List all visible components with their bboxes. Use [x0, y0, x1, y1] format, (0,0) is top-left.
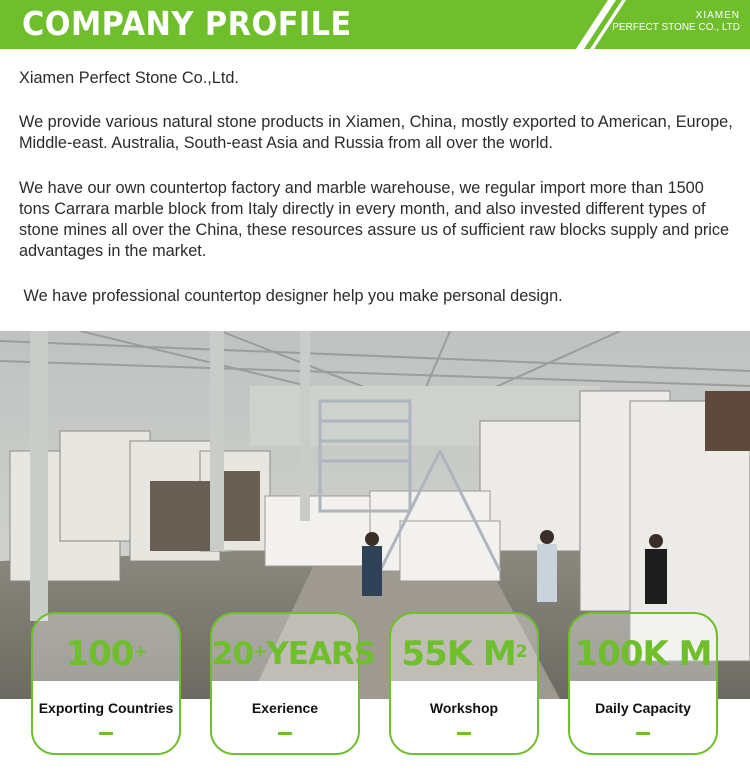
card-bottom — [212, 681, 358, 753]
stat-value: 55K $M^2$ — [401, 634, 527, 674]
stat-label: Exporting Countries — [38, 700, 174, 716]
stat-label: Exerience — [251, 700, 319, 716]
intro-company-name: Xiamen Perfect Stone Co.,Ltd. — [19, 69, 239, 87]
stat-card-workshop — [389, 612, 539, 755]
stat-card-daily-capacity — [568, 612, 718, 755]
stat-label: Workshop — [429, 700, 499, 716]
card-bottom — [391, 681, 537, 753]
intro-paragraph-export: We provide various natural stone products in Xiamen, China, mostly exported to American, Europe, Middle-east. Australia, South-east Asia and Russia from all over the world. — [19, 113, 733, 152]
intro-paragraph-design: We have professional countertop designer help you make personal design. — [19, 287, 563, 305]
intro-paragraph-factory: We have our own countertop factory and marble warehouse, we regular import more than 1500 tons Carrara marble block from Italy directly in every month, and also invested different types of stone mines all over the China, these resources assure us of sufficient raw blocks supply and price advantages in the market. — [19, 179, 730, 260]
dash-decoration — [636, 732, 650, 735]
dash-decoration — [457, 732, 471, 735]
stat-value: 20+YEARS — [212, 636, 376, 672]
card-bottom — [33, 681, 179, 753]
company-name-block — [612, 10, 740, 34]
card-bottom — [570, 681, 716, 753]
dash-decoration — [99, 732, 113, 735]
stat-card-experience — [210, 612, 376, 755]
page-title: COMPANY PROFILE — [22, 4, 352, 43]
stat-value: 100+ — [65, 634, 147, 674]
stat-value: 100K M — [574, 634, 712, 674]
dash-decoration — [278, 732, 292, 735]
header-banner — [0, 0, 750, 49]
company-city: XIAMEN — [695, 10, 740, 21]
stat-label: Daily Capacity — [595, 700, 691, 716]
stat-card-exporting-countries — [31, 612, 181, 755]
company-name: PERFECT STONE CO., LTD — [612, 22, 740, 33]
